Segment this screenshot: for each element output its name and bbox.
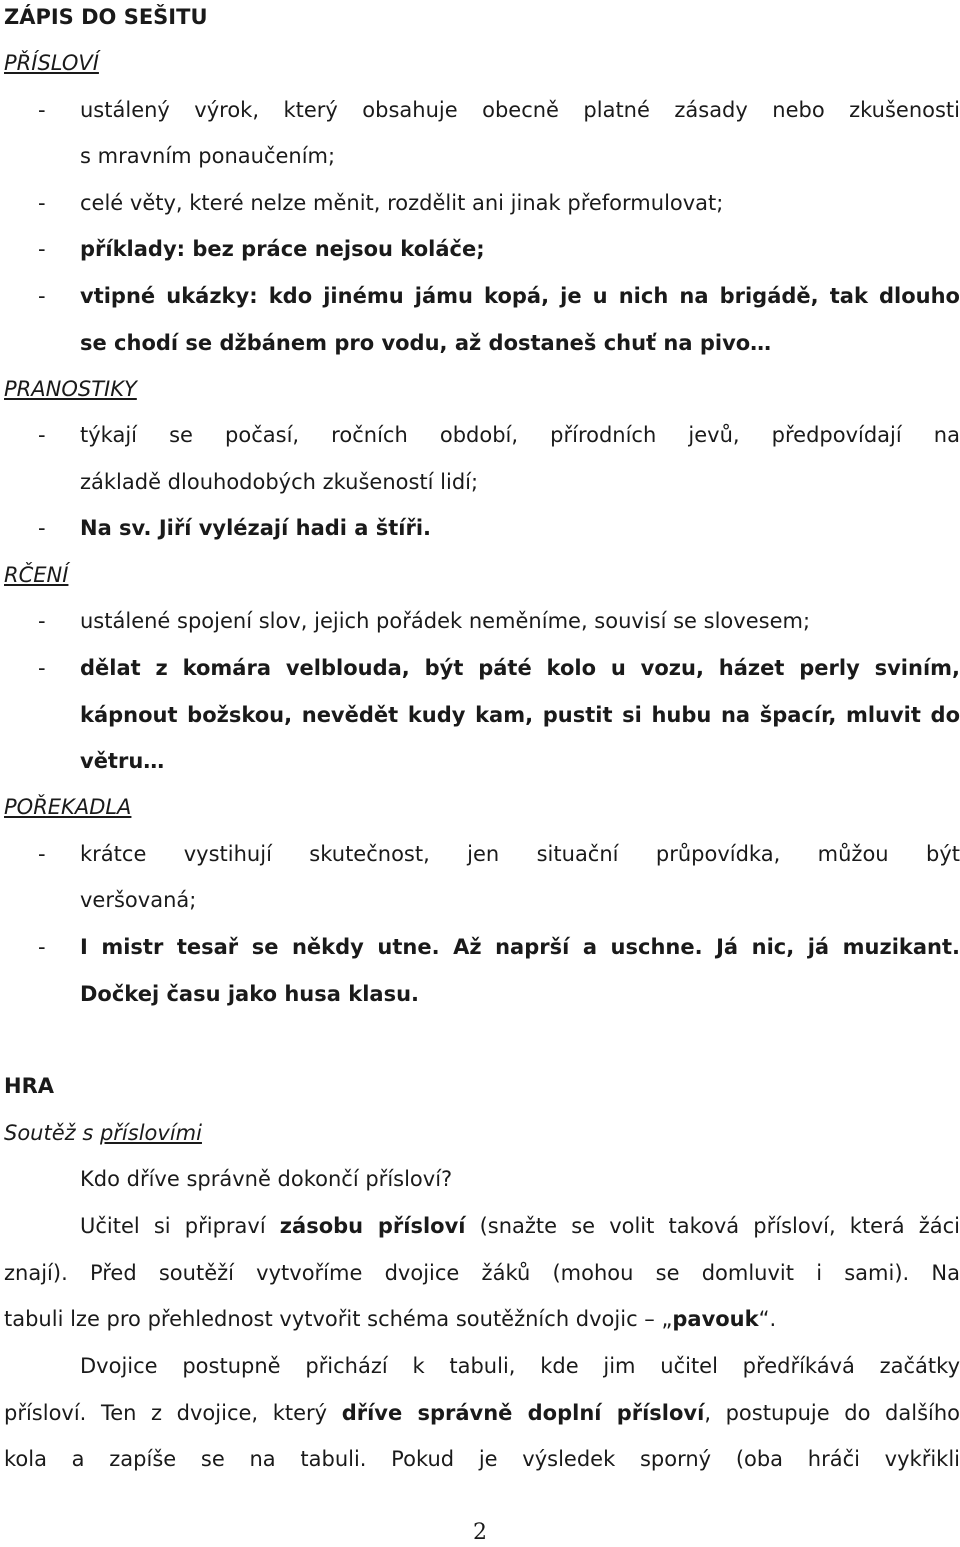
- prislovi-line-3: celé věty, které nelze měnit, rozdělit ani jinak přeformulovat;: [80, 191, 724, 215]
- list-dash: -: [38, 516, 46, 540]
- porekadla-line-1: krátce vystihují skutečnost, jen situační průpovídka, můžou být: [80, 842, 960, 866]
- list-dash: -: [38, 609, 46, 633]
- hra-paragraph-line-4: Dvojice postupně přichází k tabuli, kde jim učitel předříkává začátky: [80, 1354, 960, 1378]
- hra-subheading: [4, 1118, 202, 1148]
- prislovi-line-1: ustálený výrok, který obsahuje obecně platné zásady nebo zkušenosti: [80, 98, 960, 122]
- section-heading-pranostiky: PRANOSTIKY: [4, 377, 137, 401]
- section-heading-prislovi: PŘÍSLOVÍ: [4, 51, 99, 75]
- hra-p1-b: zásobu přísloví: [279, 1214, 466, 1238]
- list-dash: -: [38, 237, 46, 261]
- page-title: ZÁPIS DO SEŠITU: [4, 5, 208, 29]
- porekadla-line-3: I mistr tesař se někdy utne. Až naprší a uschne. Já nic, já muzikant.: [80, 935, 960, 959]
- hra-p3-c: “.: [758, 1307, 777, 1331]
- hra-p5-b: dříve správně doplní přísloví: [341, 1401, 705, 1425]
- hra-heading: HRA: [4, 1074, 54, 1098]
- hra-paragraph-line-6: kola a zapíše se na tabuli. Pokud je výsledek sporný (oba hráči vykřikli: [4, 1447, 960, 1471]
- hra-subheading-text: Soutěž s příslovími: [4, 1121, 202, 1145]
- rceni-line-3: kápnout božskou, nevědět kudy kam, pustit si hubu na špacír, mluvit do: [80, 703, 960, 727]
- hra-paragraph-line-3: [4, 1304, 960, 1334]
- list-dash: -: [38, 284, 46, 308]
- hra-p3-a: tabuli lze pro přehlednost vytvořit schéma soutěžních dvojic – „: [4, 1307, 673, 1331]
- hra-paragraph-line-2: znají). Před soutěží vytvoříme dvojice žáků (mohou se domluvit i sami). Na: [4, 1261, 960, 1285]
- hra-question: Kdo dříve správně dokončí přísloví?: [80, 1167, 453, 1191]
- pranostiky-line-1: týkají se počasí, ročních období, přírodních jevů, předpovídají na: [80, 423, 960, 447]
- list-dash: -: [38, 191, 46, 215]
- rceni-line-2: dělat z komára velblouda, být páté kolo u vozu, házet perly sviním,: [80, 656, 960, 680]
- pranostiky-line-3: Na sv. Jiří vylézají hadi a štíři.: [80, 516, 432, 540]
- rceni-line-4: větru…: [80, 749, 165, 773]
- hra-p3-b: pavouk: [672, 1307, 759, 1331]
- list-dash: -: [38, 656, 46, 680]
- porekadla-line-2: veršovaná;: [80, 888, 197, 912]
- prislovi-line-4: příklady: bez práce nejsou koláče;: [80, 237, 485, 261]
- list-dash: -: [38, 842, 46, 866]
- page-number: 2: [473, 1520, 487, 1545]
- prislovi-line-2: s mravním ponaučením;: [80, 144, 336, 168]
- hra-paragraph-line-1: [80, 1211, 960, 1241]
- section-heading-rceni: RČENÍ: [4, 563, 69, 587]
- section-heading-porekadla: POŘEKADLA: [4, 795, 132, 819]
- prislovi-line-6: se chodí se džbánem pro vodu, až dostaneš chuť na pivo…: [80, 331, 772, 355]
- hra-paragraph-line-5: [4, 1398, 960, 1428]
- pranostiky-line-2: základě dlouhodobých zkušeností lidí;: [80, 470, 479, 494]
- list-dash: -: [38, 423, 46, 447]
- hra-p5-c: , postupuje do dalšího: [704, 1401, 960, 1425]
- hra-p1-a: Učitel si připraví: [80, 1214, 280, 1238]
- hra-p5-a: přísloví. Ten z dvojice, který: [4, 1401, 342, 1425]
- prislovi-line-5: vtipné ukázky: kdo jinému jámu kopá, je u nich na brigádě, tak dlouho: [80, 284, 960, 308]
- porekadla-line-4: Dočkej času jako husa klasu.: [80, 982, 419, 1006]
- hra-subheading-underlined: příslovími: [99, 1121, 202, 1145]
- list-dash: -: [38, 935, 46, 959]
- rceni-line-1: ustálené spojení slov, jejich pořádek neměníme, souvisí se slovesem;: [80, 609, 811, 633]
- list-dash: -: [38, 98, 46, 122]
- hra-p1-c: (snažte se volit taková přísloví, která žáci: [465, 1214, 960, 1238]
